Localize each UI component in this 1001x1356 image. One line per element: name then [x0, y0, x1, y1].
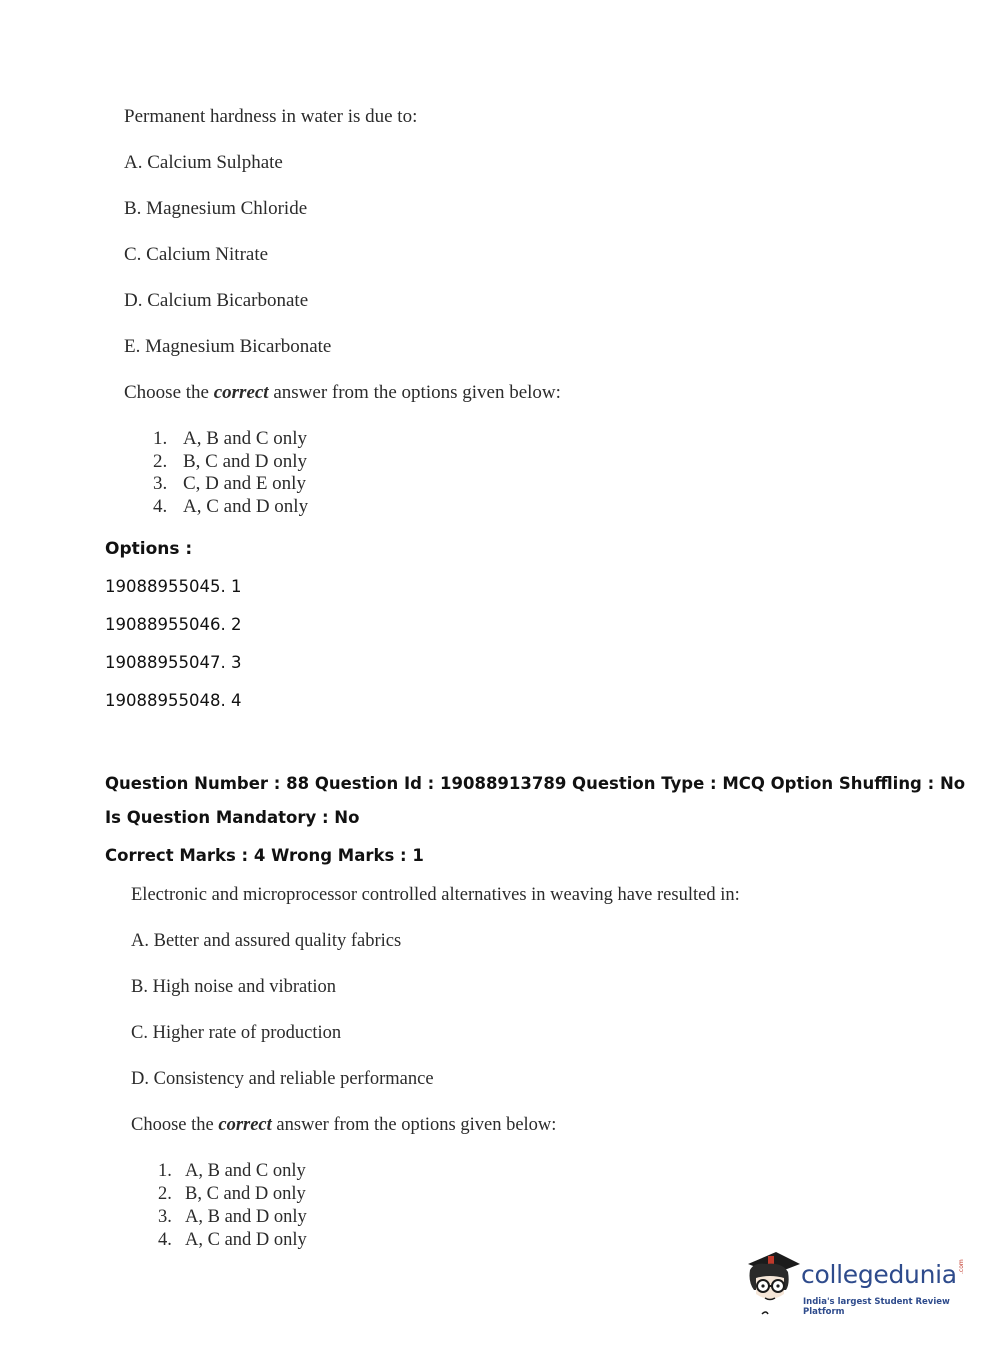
- options-heading: Options :: [105, 539, 193, 559]
- choice-number: 1.: [153, 428, 168, 449]
- question-stem: Permanent hardness in water is due to:: [124, 106, 418, 127]
- instruction-emphasis: correct: [213, 382, 269, 403]
- question-stem: Electronic and microprocessor controlled alternatives in weaving have resulted in:: [131, 885, 740, 905]
- statement-d: D. Calcium Bicarbonate: [124, 290, 309, 311]
- choice-item: [158, 1184, 306, 1205]
- choice-text: B, C and D only: [185, 1184, 306, 1204]
- statement-b: B. Magnesium Chloride: [124, 198, 308, 219]
- choice-item: [158, 1161, 306, 1182]
- logo-com-suffix: .com: [958, 1259, 965, 1274]
- choice-number: 4.: [158, 1230, 172, 1250]
- choice-number: 2.: [153, 451, 168, 472]
- logo-tagline: India's largest Student Review Platform: [803, 1297, 950, 1317]
- statement-c: C. Calcium Nitrate: [124, 244, 269, 265]
- choice-number: 3.: [153, 473, 168, 494]
- statement-a: A. Calcium Sulphate: [124, 152, 283, 173]
- choice-text: B, C and D only: [183, 451, 308, 472]
- choice-text: A, B and C only: [183, 428, 308, 449]
- instruction-line: [124, 382, 561, 404]
- choice-text: C, D and E only: [183, 473, 306, 494]
- choice-number: 4.: [153, 496, 168, 517]
- choice-item: [153, 473, 306, 495]
- instruction-emphasis: correct: [218, 1115, 272, 1135]
- choice-text: A, B and C only: [185, 1161, 306, 1181]
- statement-c: C. Higher rate of production: [131, 1023, 342, 1043]
- option-id: 19088955047. 3: [105, 653, 242, 672]
- instruction-text: Choose the: [124, 382, 214, 403]
- question-meta: Question Number : 88 Question Id : 19088913789 Question Type : MCQ Option Shuffling : No: [105, 774, 966, 793]
- statement-d: D. Consistency and reliable performance: [131, 1069, 434, 1089]
- choice-item: [153, 428, 307, 450]
- choice-text: A, C and D only: [183, 496, 309, 517]
- instruction-text: answer from the options given below:: [271, 1115, 557, 1135]
- statement-a: A. Better and assured quality fabrics: [131, 931, 402, 951]
- choice-number: 2.: [158, 1184, 172, 1204]
- choice-text: A, C and D only: [185, 1230, 307, 1250]
- instruction-text: Choose the: [131, 1115, 219, 1135]
- question-mandatory: Is Question Mandatory : No: [105, 808, 360, 827]
- option-id: 19088955048. 4: [105, 691, 242, 710]
- logo-wordmark: collegedunia: [801, 1260, 957, 1289]
- choice-item: [153, 496, 308, 518]
- instruction-line: [131, 1115, 556, 1136]
- collegedunia-logo[interactable]: [742, 1248, 972, 1318]
- choice-number: 1.: [158, 1161, 172, 1181]
- choice-item: [153, 451, 307, 473]
- student-mascot-icon: [742, 1248, 802, 1318]
- question-marks: Correct Marks : 4 Wrong Marks : 1: [105, 846, 424, 865]
- choice-item: [158, 1207, 307, 1228]
- statement-e: E. Magnesium Bicarbonate: [124, 336, 332, 357]
- option-id: 19088955046. 2: [105, 615, 242, 634]
- statement-b: B. High noise and vibration: [131, 977, 337, 997]
- choice-item: [158, 1230, 307, 1251]
- option-id: 19088955045. 1: [105, 577, 242, 596]
- instruction-text: answer from the options given below:: [268, 382, 561, 403]
- choice-text: A, B and D only: [185, 1207, 307, 1227]
- choice-number: 3.: [158, 1207, 172, 1227]
